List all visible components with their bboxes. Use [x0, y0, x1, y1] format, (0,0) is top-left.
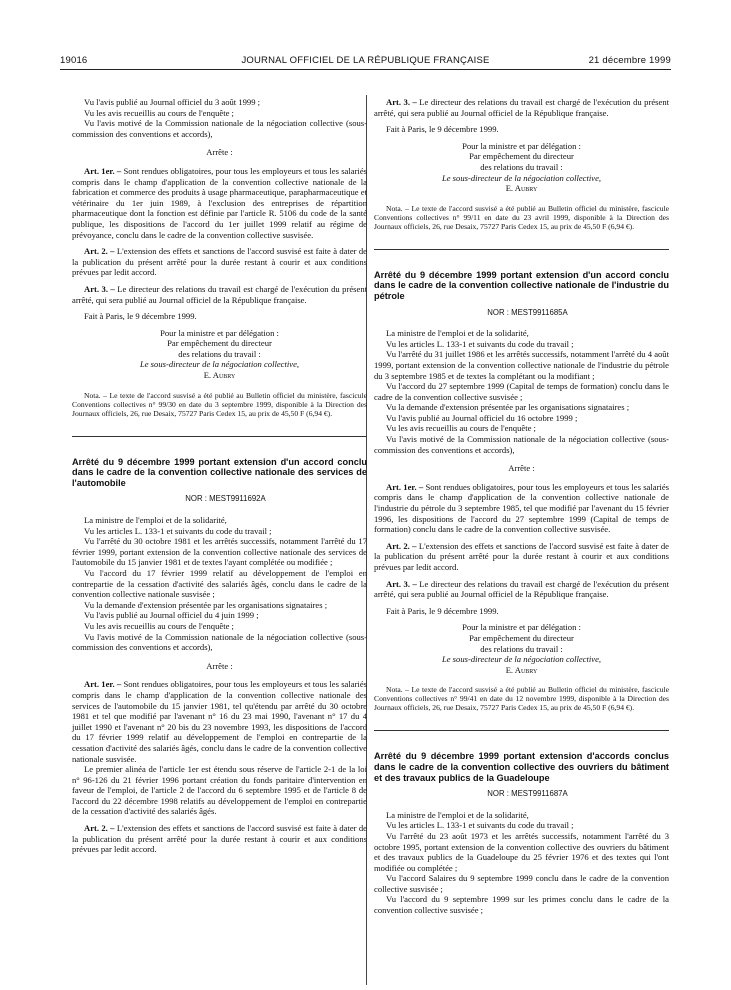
nor-reference: NOR : MEST9911692A: [185, 494, 266, 504]
signatory-name: E. Aubry: [203, 370, 236, 381]
paragraph: La ministre de l'emploi et de la solidarité,: [386, 809, 529, 820]
signature-line: Pour la ministre et par délégation :: [462, 622, 581, 633]
article-3: [374, 579, 669, 600]
arrete-title: Arrêté du 9 décembre 1999 portant extension d'un accord conclu dans le cadre de la convention collective nationale des services de l'automobile: [72, 456, 367, 488]
article-text: Le directeur des relations du travail est chargé de l'exécution du présent arrêté, qui sera publié au Journal officiel de la République française.: [374, 97, 669, 118]
article-2: [374, 541, 669, 573]
nor-reference: NOR : MEST9911687A: [487, 789, 568, 799]
issue-date: 21 décembre 1999: [588, 55, 671, 66]
article-1: [374, 482, 669, 535]
signature-line: Par empêchement du directeur: [469, 632, 574, 643]
paragraph: La ministre de l'emploi et de la solidarité,: [84, 515, 227, 526]
article-text: Le directeur des relations du travail est chargé de l'exécution du présent arrêté, qui sera publié au Journal officiel de la République française.: [374, 578, 669, 600]
article-label: Art. 2. –: [386, 540, 417, 551]
paragraph: Le premier alinéa de l'article 1er est étendu sous réserve de l'article 2-1 de la loi n° 96-126 du 21 février 1996 portant création du fonds paritaire d'intervention en faveur de l'emploi, de l'article 2 de l'accord du 6 septembre 1995 et de l'article 8 de l'accord du 22 décembre 1998 relatifs au développement de l'emploi en contrepartie de la cessation d'activité des salariés âgés.: [72, 764, 367, 817]
section-divider: [72, 436, 367, 437]
fait-a-paris: Fait à Paris, le 9 décembre 1999.: [84, 311, 197, 322]
section-divider: [374, 730, 669, 731]
paragraph: Vu la demande d'extension présentée par les organisations signataires ;: [84, 599, 328, 610]
article-label: Art. 1er. –: [84, 165, 122, 176]
article-label: Art. 2. –: [84, 823, 115, 834]
nota: Nota. – Le texte de l'accord susvisé a été publié au Bulletin officiel du ministère, fascicule Conventions collectives n° 99/11 en date du 23 avril 1999, disponible à la Direction des Journaux officiels, 26, rue Desaix, 75727 Paris Cedex 15, au prix de 45,50 F (6,94 €).: [374, 203, 669, 231]
page-number: 19016: [60, 55, 88, 66]
article-label: Art. 1er. –: [386, 481, 424, 492]
signatory-name: E. Aubry: [505, 183, 538, 194]
article-label: Art. 2. –: [84, 246, 115, 257]
paragraph: Vu l'avis motivé de la Commission nationale de la négociation collective (sous-commission des conventions et accords),: [72, 631, 367, 653]
paragraph: Vu l'arrêté du 23 août 1973 et les arrêtés successifs, notamment l'arrêté du 3 octobre 1995, portant extension de la convention collective des ouvriers du bâtiment et des travaux publics de la Guadeloupe du 25 février 1976 et des textes qui l'ont modifiée ou complétée ;: [374, 830, 669, 873]
signature-title: [72, 359, 367, 370]
article-text: Sont rendues obligatoires, pour tous les employeurs et tous les salariés compris dans le champ d'application de la convention collective nationale de l'industrie du pétrole du 3 septembre 1985, tel que modifié par l'avenant du 15 février 1996, les dispositions de l'accord du 27 septembre 1999 (Capital de temps de formation) conclu dans le cadre de la convention collective susvisée.: [374, 481, 669, 535]
signatory-name: E. Aubry: [505, 664, 538, 675]
paragraph: Vu l'avis motivé de la Commission nationale de la négociation collective (sous-commission des conventions et accords),: [72, 118, 367, 139]
article-label: Art. 1er. –: [84, 679, 122, 690]
paragraph: Vu l'avis publié au Journal officiel du 16 octobre 1999 ;: [386, 412, 578, 423]
signature-title: [374, 173, 669, 184]
signature-line: Par empêchement du directeur: [167, 338, 272, 349]
article-1: [72, 679, 367, 764]
nota: Nota. – Le texte de l'accord susvisé a été publié au Bulletin officiel du ministère, fascicule Conventions collectives n° 99/30 en date du 3 septembre 1999, disponible à la Direction des Journaux officiels, 26, rue Desaix, 75727 Paris Cedex 15, au prix de 45,50 F (6,94 €).: [72, 390, 367, 418]
signature-line: Pour la ministre et par délégation :: [160, 327, 279, 338]
paragraph: Vu l'accord Salaires du 9 septembre 1999 conclu dans le cadre de la convention collective susvisée ;: [374, 873, 669, 894]
signature-role: Le sous-directeur de la négociation collective,: [139, 359, 300, 370]
signature-role: Le sous-directeur de la négociation collective,: [441, 172, 602, 183]
paragraph: Vu l'accord du 9 septembre 1999 sur les primes conclu dans le cadre de la convention collective susvisée ;: [374, 894, 669, 916]
paragraph: Vu la demande d'extension présentée par les organisations signataires ;: [386, 402, 630, 413]
arrete-heading: Arrête :: [508, 463, 535, 474]
article-text: Sont rendues obligatoires, pour tous les employeurs et tous les salariés compris dans le champ d'application de la convention collective nationale de la fabrication et commerce des produits à usage pharmaceutique, parapharmaceutique et vétérinaire du 1er juin 1989, à l'exclusion des entreprises de répartition pharmaceutique dont la fonction est définie par l'article R. 5106 du code de la santé publique, les dispositions de l'accord du 1er juillet 1999 relatif au régime de prévoyance, conclu dans le cadre de la convention collective susvisée.: [72, 165, 367, 240]
article-3: [72, 284, 367, 305]
header-rule: [60, 69, 671, 70]
paragraph: Vu l'arrêté du 31 juillet 1986 et les arrêtés successifs, notamment l'arrêté du 4 août 1999, portant extension de la convention collective nationale de l'industrie du pétrole du 3 septembre 1985 et de textes la complétant ou la modifiant ;: [374, 349, 669, 381]
paragraph: Vu l'avis motivé de la Commission nationale de la négociation collective (sous-commission des conventions et accords),: [374, 434, 669, 455]
signature-line: Pour la ministre et par délégation :: [462, 140, 581, 151]
article-text: L'extension des effets et sanctions de l'accord susvisé est faite à dater de la publication du présent arrêté pour la durée restant à courir et aux conditions prévues par ledit accord.: [72, 823, 367, 855]
signature-role: Le sous-directeur de la négociation collective,: [441, 654, 602, 665]
paragraph: Vu les avis recueillis au cours de l'enquête ;: [386, 423, 536, 434]
article-1: [72, 166, 367, 240]
left-column: [72, 97, 367, 855]
page-header: [60, 55, 671, 69]
paragraph: Vu l'avis publié au Journal officiel du 4 juin 1999 ;: [84, 610, 259, 621]
article-text: L'extension des effets et sanctions de l'accord susvisé est faite à dater de la publication du présent arrêté pour la durée restant à courir et aux conditions prévues par ledit accord.: [72, 246, 367, 278]
journal-title: JOURNAL OFFICIEL DE LA RÉPUBLIQUE FRANÇAISE: [241, 55, 490, 66]
article-text: Le directeur des relations du travail est chargé de l'exécution du présent arrêté, qui sera publié au Journal officiel de la République française.: [72, 283, 367, 305]
article-label: Art. 3. –: [386, 578, 417, 589]
article-text: L'extension des effets et sanctions de l'accord susvisé est faite à dater de la publication du présent arrêté pour la durée restant à courir et aux conditions prévues par ledit accord.: [374, 540, 669, 572]
paragraph: Vu les articles L. 133-1 et suivants du code du travail ;: [386, 820, 574, 831]
article-text: Sont rendues obligatoires, pour tous les employeurs et tous les salariés compris dans le champ d'application de la convention collective nationale des services de l'automobile du 15 janvier 1981, tel qu'étendu par arrêté du 30 octobre 1981 et tel que modifié par l'avenant n° 16 du 23 mai 1990, l'avenant n° 17 du 4 juillet 1990 et l'avenant n° 20 bis du 23 novembre 1993, les dispositions de l'accord du 17 février 1999 relatif au développement de l'emploi en contrepartie de la cessation d'activité des salariés âgés, conclu dans le cadre de la convention collective nationale susvisée.: [72, 679, 367, 764]
arrete-heading: Arrête :: [206, 147, 233, 158]
article-3: [374, 97, 669, 118]
article-label: Art. 3. –: [386, 97, 417, 107]
arrete-title: Arrêté du 9 décembre 1999 portant extension d'accords conclus dans le cadre de la convention collective des ouvriers du bâtiment et des travaux publics de la Guadeloupe: [374, 751, 669, 783]
nota: Nota. – Le texte de l'accord susvisé a été publié au Bulletin officiel du ministère, fascicule Conventions collectives n° 99/41 en date du 12 novembre 1999, disponible à la Direction des Journaux officiels, 26, rue Desaix, 75727 Paris Cedex 15, au prix de 45,50 F (6,94 €).: [374, 685, 669, 713]
signature-line: des relations du travail :: [178, 348, 261, 359]
paragraph: Vu l'accord du 27 septembre 1999 (Capital de temps de formation) conclu dans le cadre de la convention collective susvisée ;: [374, 381, 669, 402]
fait-a-paris: Fait à Paris, le 9 décembre 1999.: [386, 605, 499, 616]
section-divider: [374, 249, 669, 250]
paragraph: Vu les articles L. 133-1 et suivants du code du travail ;: [386, 338, 574, 349]
signature-title: [374, 654, 669, 665]
signature-line: des relations du travail :: [480, 643, 563, 654]
paragraph: Vu l'accord du 17 février 1999 relatif au développement de l'emploi en contrepartie de la cessation d'activité des salariés âgés, conclu dans le cadre de la convention collective nationale susvisée ;: [72, 568, 367, 600]
nor-reference: NOR : MEST9911685A: [487, 307, 568, 317]
article-label: Art. 3. –: [84, 283, 115, 294]
arrete-title: Arrêté du 9 décembre 1999 portant extension d'un accord conclu dans le cadre de la convention collective nationale de l'industrie du pétrole: [374, 269, 669, 301]
paragraph: Vu l'arrêté du 30 octobre 1981 et les arrêtés successifs, notamment l'arrêté du 17 février 1999, portant extension de la convention collective nationale des services de l'automobile du 15 janvier 1981 et de textes l'ayant complétée ou modifiée ;: [72, 536, 367, 568]
paragraph: Vu les avis recueillis au cours de l'enquête ;: [84, 620, 234, 631]
fait-a-paris: Fait à Paris, le 9 décembre 1999.: [386, 124, 499, 135]
article-2: [72, 246, 367, 278]
paragraph: Vu l'avis publié au Journal officiel du 3 août 1999 ;: [84, 97, 261, 107]
right-column: [374, 97, 669, 916]
paragraph: Vu les avis recueillis au cours de l'enquête ;: [84, 107, 234, 118]
paragraph: La ministre de l'emploi et de la solidarité,: [386, 328, 529, 339]
signature-line: Par empêchement du directeur: [469, 151, 574, 162]
signature-line: des relations du travail :: [480, 161, 563, 172]
arrete-heading: Arrête :: [206, 660, 233, 671]
article-2: [72, 823, 367, 855]
paragraph: Vu les articles L. 133-1 et suivants du code du travail ;: [84, 525, 272, 536]
